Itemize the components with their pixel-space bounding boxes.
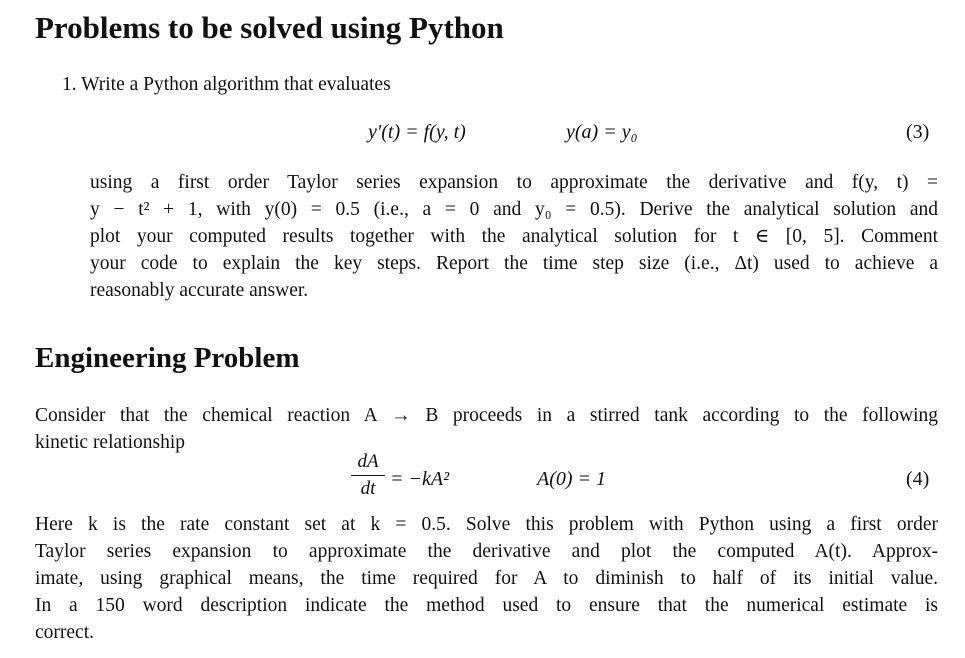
- equation-3-initial-condition: y(a) = y₀: [566, 121, 638, 143]
- problem-1-text-line: using a first order Taylor series expansion to approximate the derivative and f(y, t) =: [90, 172, 938, 193]
- problem-2-text-line: imate, using graphical means, the time required for A to diminish to half of its initial value.: [35, 568, 938, 589]
- problem-1-intro: 1. Write a Python algorithm that evaluates: [62, 74, 391, 95]
- problem-2-text-line: correct.: [35, 622, 94, 643]
- equation-4-denominator: dt: [360, 478, 376, 499]
- problem-2-text-line: Here k is the rate constant set at k = 0.5. Solve this problem with Python using a first order: [35, 514, 938, 535]
- problem-1-text-line: reasonably accurate answer.: [90, 280, 309, 301]
- equation-4-number: (4): [906, 468, 930, 490]
- section-heading-engineering: Engineering Problem: [35, 342, 300, 374]
- problem-2-text-line: Taylor series expansion to approximate the derivative and plot the computed A(t). Approx-: [35, 541, 938, 562]
- fraction-bar: [351, 475, 385, 476]
- equation-3-ode: y′(t) = f(y, t): [368, 121, 466, 143]
- problem-2-intro-line: kinetic relationship: [35, 432, 186, 453]
- equation-4-numerator: dA: [357, 451, 379, 472]
- problem-1-text-line: plot your computed results together with the analytical solution for t ∈ [0, 5]. Comment: [90, 226, 938, 247]
- equation-4-initial-condition: A(0) = 1: [537, 468, 607, 490]
- problem-2-intro-line: Consider that the chemical reaction A → B proceeds in a stirred tank according to the following: [35, 405, 938, 426]
- problem-2-text-line: In a 150 word description indicate the method used to ensure that the numerical estimate is: [35, 595, 938, 616]
- problem-1-text-line: your code to explain the key steps. Report the time step size (i.e., Δt) used to achieve a: [90, 253, 938, 274]
- section-heading-problems: Problems to be solved using Python: [35, 10, 504, 45]
- problem-1-text-line: y − t² + 1, with y(0) = 0.5 (i.e., a = 0 and y₀ = 0.5). Derive the analytical solution and: [90, 199, 938, 220]
- equation-4-fraction: [350, 451, 386, 500]
- equation-3-number: (3): [906, 121, 930, 143]
- equation-4-rhs: = −kA²: [390, 468, 450, 490]
